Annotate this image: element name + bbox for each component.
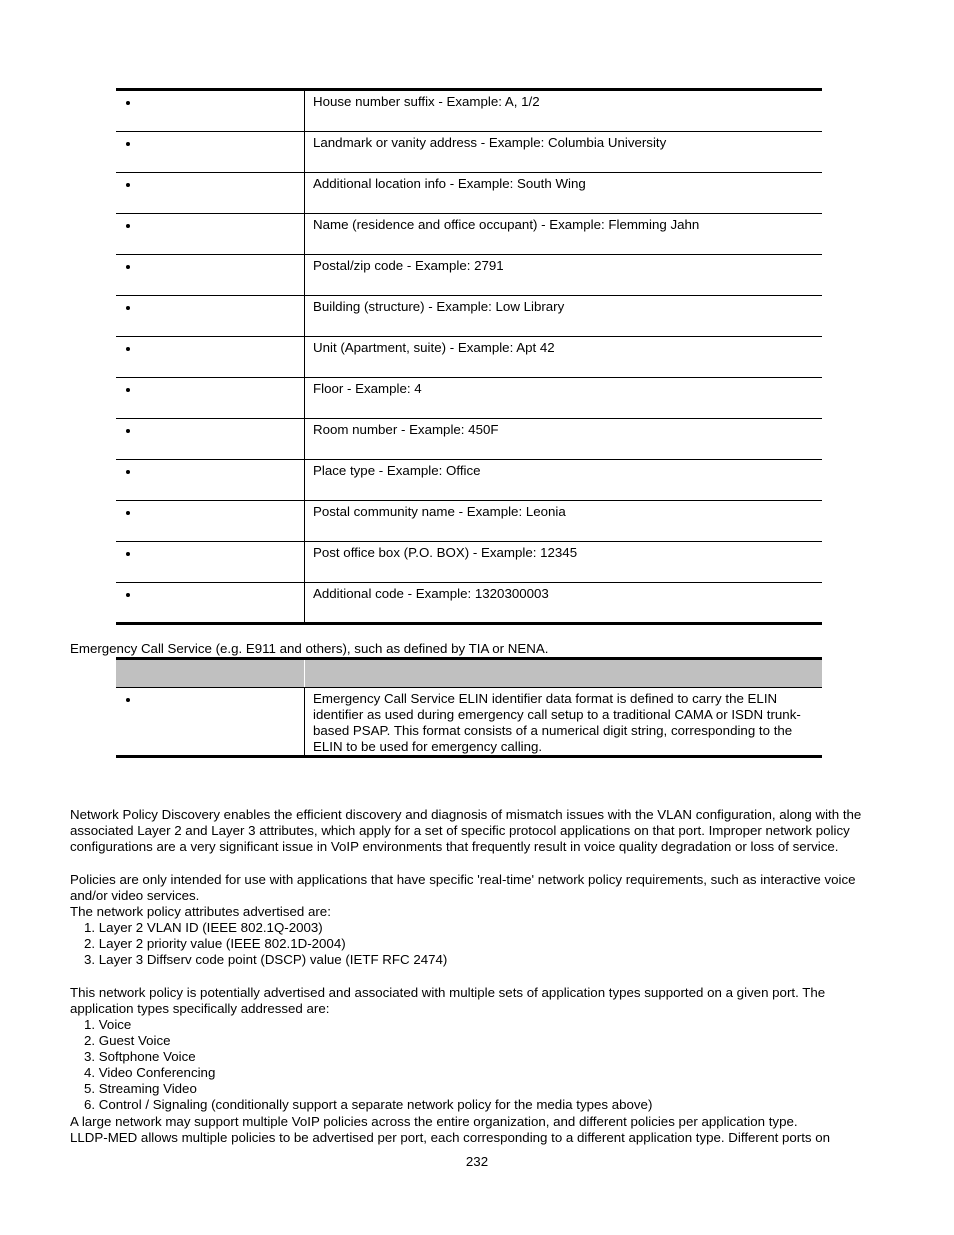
civic-description: Place type - Example: Office <box>305 460 823 501</box>
paragraph-network-policy: Network Policy Discovery enables the efficient discovery and diagnosis of mismatch issues with the VLAN configuration, along with the associated Layer 2 and Layer 3 attributes, which apply for a set of specific protocol applications on that port. Improper network policy configurations are a very significant issue in VoIP environments that frequently result in voice quality degradation or loss of service. <box>70 807 862 854</box>
civic-description: Room number - Example: 450F <box>305 419 823 460</box>
civic-description: Floor - Example: 4 <box>305 378 823 419</box>
table-row <box>116 337 822 378</box>
bullet-icon <box>126 224 130 228</box>
civic-description: Additional code - Example: 1320300003 <box>313 586 549 601</box>
table-row <box>116 173 822 214</box>
bullet-icon <box>126 347 130 351</box>
application-types-list <box>84 1017 652 1113</box>
table-row <box>116 296 822 337</box>
bullet-icon <box>126 306 130 310</box>
bullet-icon <box>126 142 130 146</box>
bullet-icon <box>126 552 130 556</box>
table-row <box>116 419 822 460</box>
list-item: 3. Layer 3 Diffserv code point (DSCP) value (IETF RFC 2474) <box>84 952 448 967</box>
list-item: 1. Layer 2 VLAN ID (IEEE 802.1Q-2003) <box>84 920 323 935</box>
bullet-icon <box>126 511 130 515</box>
table-row <box>116 90 822 132</box>
civic-description: Landmark or vanity address - Example: Columbia University <box>305 132 823 173</box>
table-row <box>116 255 822 296</box>
bullet-icon <box>126 183 130 187</box>
paragraph-attributes-intro: The network policy attributes advertised are: <box>70 904 331 919</box>
civic-description: Additional location info - Example: South Wing <box>305 173 823 214</box>
attributes-list <box>84 920 447 968</box>
bullet-icon <box>126 593 130 597</box>
bullet-icon <box>126 470 130 474</box>
civic-address-table <box>116 88 822 625</box>
ecs-table <box>116 657 822 758</box>
ecs-intro: Emergency Call Service (e.g. E911 and others), such as defined by TIA or NENA. <box>70 641 549 656</box>
table-row <box>116 688 822 757</box>
paragraph-application-types: This network policy is potentially advertised and associated with multiple sets of application types supported on a given port. The application types specifically addressed are: <box>70 985 826 1016</box>
ecs-table-header <box>116 659 822 688</box>
bullet-icon <box>126 101 130 105</box>
page-number: 232 <box>465 1154 489 1169</box>
paragraph-lldp-med: LLDP-MED allows multiple policies to be advertised per port, each corresponding to a different application type. Different ports on <box>70 1130 831 1145</box>
bullet-icon <box>126 265 130 269</box>
civic-description: Postal community name - Example: Leonia <box>305 501 823 542</box>
civic-description: Building (structure) - Example: Low Library <box>305 296 823 337</box>
bullet-icon <box>126 388 130 392</box>
table-row <box>116 542 822 583</box>
table-row <box>116 214 822 255</box>
civic-description: House number suffix - Example: A, 1/2 <box>305 90 823 132</box>
table-row <box>116 378 822 419</box>
ecs-description: Emergency Call Service ELIN identifier data format is defined to carry the ELIN identifier as used during emergency call setup to a traditional CAMA or ISDN trunk-based PSAP. This format consists of a numerical digit string, corresponding to the ELIN to be used for emergency calling. <box>313 691 801 754</box>
table-row <box>116 460 822 501</box>
civic-description: Post office box (P.O. BOX) - Example: 12345 <box>305 542 823 583</box>
list-item: 2. Guest Voice <box>84 1033 171 1048</box>
list-item: 1. Voice <box>84 1017 132 1032</box>
table-row <box>116 583 822 624</box>
list-item: 4. Video Conferencing <box>84 1065 216 1080</box>
table-row <box>116 501 822 542</box>
bullet-icon <box>126 698 130 702</box>
list-item: 6. Control / Signaling (conditionally support a separate network policy for the media types above) <box>84 1097 653 1112</box>
list-item: 5. Streaming Video <box>84 1081 197 1096</box>
list-item: 2. Layer 2 priority value (IEEE 802.1D-2004) <box>84 936 346 951</box>
paragraph-large-network: A large network may support multiple VoIP policies across the entire organization, and different policies per application type. <box>70 1114 798 1129</box>
list-item: 3. Softphone Voice <box>84 1049 196 1064</box>
paragraph-policies: Policies are only intended for use with applications that have specific 'real-time' network policy requirements, such as interactive voice and/or video services. <box>70 872 856 903</box>
civic-description: Unit (Apartment, suite) - Example: Apt 42 <box>305 337 823 378</box>
civic-description: Postal/zip code - Example: 2791 <box>305 255 823 296</box>
civic-description: Name (residence and office occupant) - Example: Flemming Jahn <box>305 214 823 255</box>
table-row <box>116 132 822 173</box>
bullet-icon <box>126 429 130 433</box>
